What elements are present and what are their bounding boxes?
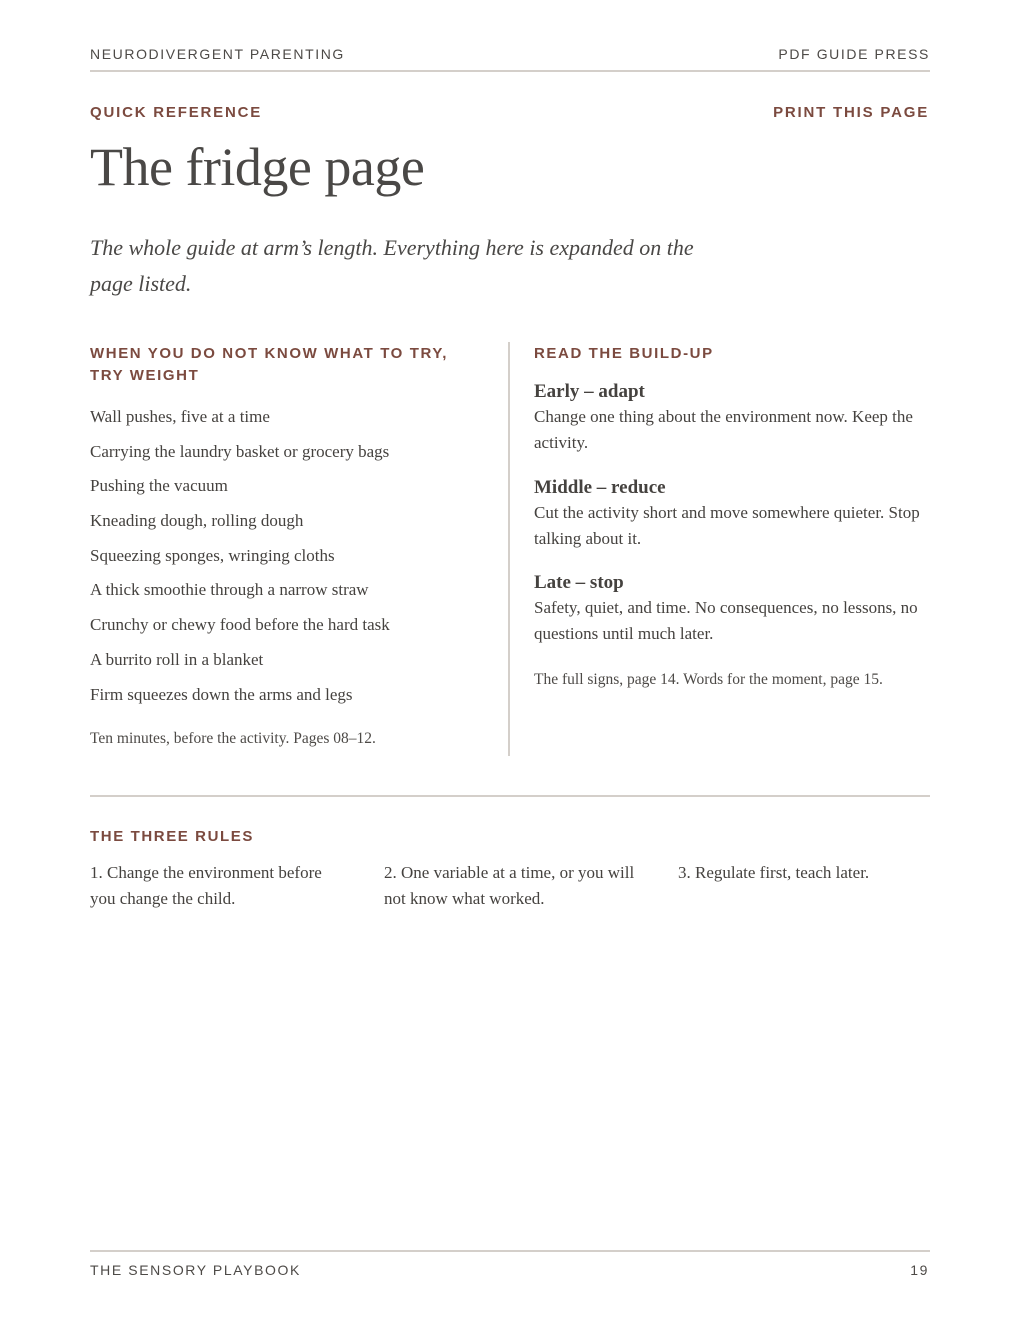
running-header-left: NEURODIVERGENT PARENTING [90, 46, 345, 62]
list-item: Crunchy or chewy food before the hard task [90, 615, 390, 635]
buildup-note: The full signs, page 14. Words for the moment, page 15. [534, 671, 883, 688]
rule-item: 1. Change the environment before you change the child. [90, 863, 322, 908]
stage-early [534, 380, 934, 456]
lede: The whole guide at arm’s length. Everything here is expanded on the page listed. [90, 235, 694, 296]
rules-heading: THE THREE RULES [90, 828, 255, 845]
stage-body: Safety, quiet, and time. No consequences, no lessons, no questions until much later. [534, 598, 918, 643]
list-item: Wall pushes, five at a time [90, 407, 270, 426]
list-item: A thick smoothie through a narrow straw [90, 580, 369, 600]
list-item: Squeezing sponges, wringing cloths [90, 545, 335, 565]
weight-heading [90, 343, 448, 387]
weight-note: Ten minutes, before the activity. Pages 08–12. [90, 730, 376, 747]
stage-title: Early – adapt [534, 381, 645, 402]
rule-item: 3. Regulate first, teach later. [678, 863, 870, 882]
stage-middle [534, 476, 934, 552]
stage-late [534, 571, 934, 647]
column-divider [508, 342, 510, 756]
weight-heading-line-2: TRY WEIGHT [90, 367, 200, 384]
stage-title: Late – stop [534, 572, 624, 593]
list-item: Firm squeezes down the arms and legs [90, 684, 353, 704]
stage-body: Change one thing about the environment now. Keep the activity. [534, 407, 913, 452]
section-rule [90, 795, 930, 797]
running-header-right: PDF GUIDE PRESS [778, 46, 930, 62]
footer-rule [90, 1250, 930, 1252]
list-item: A burrito roll in a blanket [90, 649, 264, 669]
stage-body: Cut the activity short and move somewhere quieter. Stop talking about it. [534, 503, 920, 548]
weight-heading-line-1: WHEN YOU DO NOT KNOW WHAT TO TRY, [90, 345, 449, 362]
header-rule [90, 70, 930, 72]
list-item: Kneading dough, rolling dough [90, 511, 304, 531]
print-link[interactable]: PRINT THIS PAGE [773, 104, 929, 121]
list-item: Pushing the vacuum [90, 476, 228, 496]
page-title: The fridge page [90, 137, 425, 197]
footer-title: THE SENSORY PLAYBOOK [90, 1262, 301, 1278]
page-number: 19 [910, 1262, 929, 1278]
rule-item: 2. One variable at a time, or you will not know what worked. [384, 863, 635, 908]
stage-title: Middle – reduce [534, 477, 666, 498]
section-kicker: QUICK REFERENCE [90, 104, 263, 121]
weight-list [90, 403, 390, 715]
buildup-heading: READ THE BUILD-UP [534, 345, 714, 362]
list-item: Carrying the laundry basket or grocery bags [90, 441, 390, 461]
